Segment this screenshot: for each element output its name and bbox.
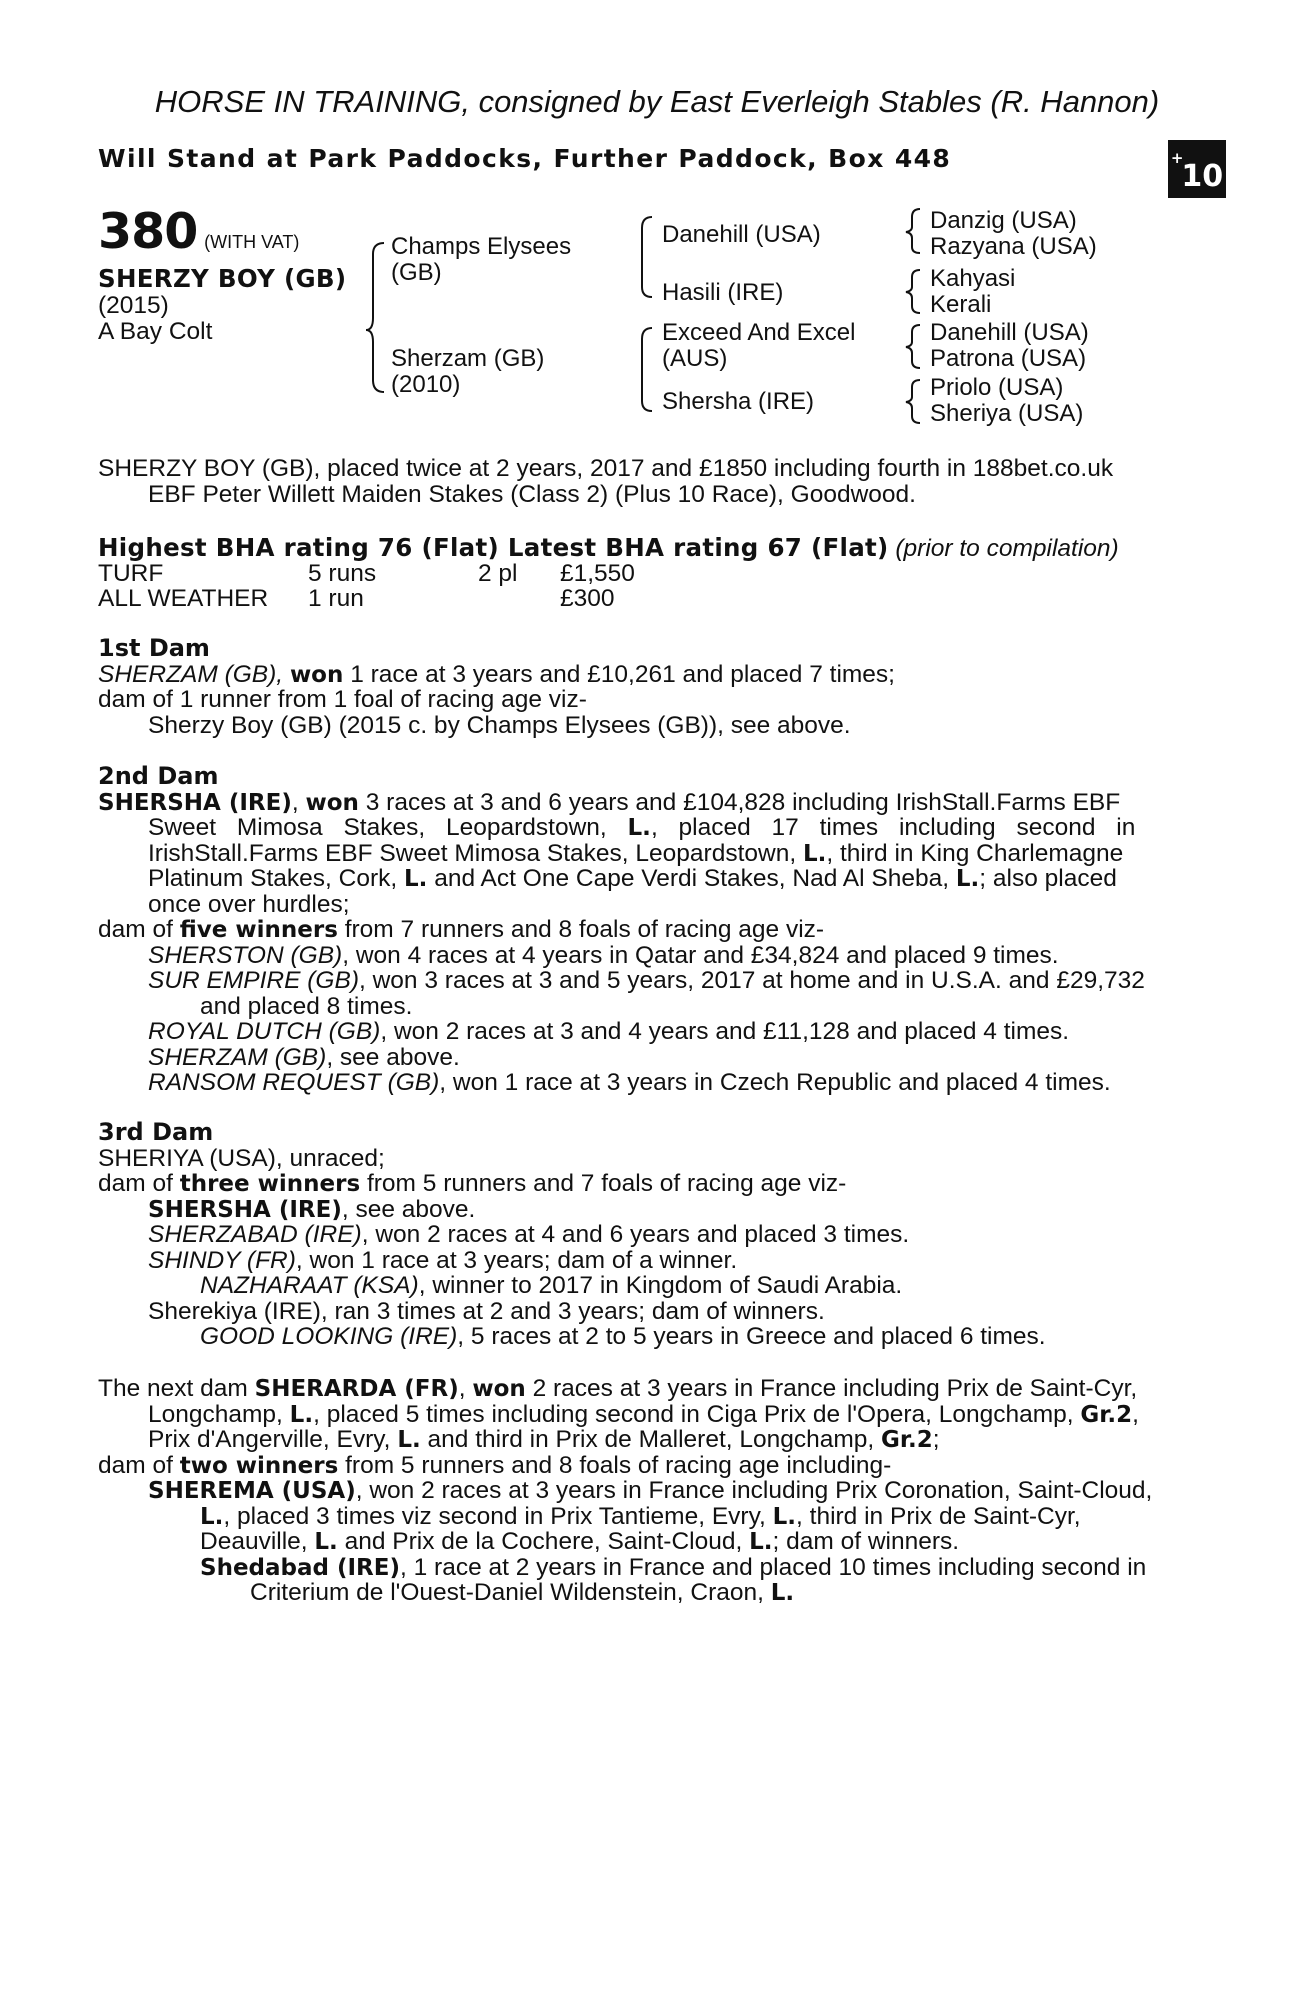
rating-prize: £1,550: [560, 559, 635, 587]
second-dam-record-5: once over hurdles;: [148, 890, 350, 918]
offspring-record-2a: , placed 3 times viz second in Prix Tantieme, Evry,: [223, 1502, 766, 1530]
offspring-name: GOOD LOOKING (IRE): [200, 1323, 458, 1350]
offspring-record: , won 2 races at 3 years in France including Prix Coronation, Saint-Cloud,: [355, 1477, 1153, 1504]
winners-count: two winners: [179, 1452, 339, 1479]
second-dam-record-3b: , third in King Charlemagne: [826, 839, 1124, 867]
listed-mark: L.: [627, 815, 651, 841]
listed-mark: L.: [397, 1427, 421, 1453]
produce-summary: from 5 runners and 8 foals of racing age including-: [345, 1451, 892, 1479]
third-dam-title: 3rd Dam: [98, 1118, 214, 1146]
next-dam-label: The next dam: [98, 1375, 248, 1402]
bracket-g2: [906, 270, 920, 313]
offspring-record: , 5 races at 2 to 5 years in Greece and placed 6 times.: [457, 1323, 1046, 1350]
horse-desc: A Bay Colt: [98, 318, 213, 345]
horse-name: SHERZY BOY (GB): [98, 264, 347, 293]
ped-g3a: Danehill (USA): [930, 319, 1089, 346]
listed-mark: L.: [772, 1503, 797, 1530]
stand-location: Will Stand at Park Paddocks, Further Paddock, Box 448: [98, 144, 952, 173]
offspring-name: SHERZABAD (IRE): [148, 1221, 362, 1248]
next-dam-record-3b: and third in Prix de Malleret, Longchamp,: [427, 1426, 875, 1453]
second-dam-won: won: [305, 789, 359, 816]
offspring-record: , won 4 races at 4 years in Qatar and £34,824 and placed 9 times.: [342, 941, 1059, 969]
rating-prize: £300: [560, 585, 615, 612]
first-dam-name: SHERZAM (GB),: [98, 660, 284, 688]
offspring-record: , see above.: [326, 1043, 460, 1071]
listed-mark: L.: [802, 840, 827, 867]
rating-placed: 2 pl: [478, 559, 518, 587]
offspring-record: , won 2 races at 3 and 4 years and £11,128 and placed 4 times.: [380, 1018, 1070, 1045]
bracket-g1: [906, 209, 920, 253]
ped-sire: [391, 234, 571, 286]
next-dam-record-3c: ;: [932, 1426, 940, 1453]
second-dam-record-4c: ; also placed: [979, 865, 1117, 892]
offspring-record: , won 3 races at 3 and 5 years, 2017 at home and in U.S.A. and £29,732: [359, 967, 1145, 994]
offspring-name: SUR EMPIRE (GB): [148, 967, 359, 994]
offspring-record: Sherekiya (IRE), ran 3 times at 2 and 3 years; dam of winners.: [148, 1297, 825, 1325]
first-dam-title: 1st Dam: [98, 634, 210, 662]
offspring-record: , won 1 race at 3 years; dam of a winner.: [295, 1246, 738, 1274]
produce-summary: from 7 runners and 8 foals of racing age viz-: [344, 916, 825, 943]
first-dam-foal: Sherzy Boy (GB) (2015 c. by Champs Elysees (GB)), see above.: [148, 711, 851, 739]
next-dam-record-2a: Longchamp,: [148, 1400, 283, 1428]
bracket-g3: [906, 325, 920, 368]
second-dam-record-4a: Platinum Stakes, Cork,: [148, 865, 398, 892]
offspring-record: , winner to 2017 in Kingdom of Saudi Arabia.: [418, 1272, 903, 1299]
third-dam-section: [98, 1120, 1202, 1350]
dam-of: dam of: [98, 1170, 173, 1197]
pedigree-brackets: [0, 0, 1314, 440]
winners-count: three winners: [179, 1171, 361, 1197]
listed-mark: L.: [404, 866, 428, 892]
bracket-sire-dam: [366, 243, 384, 392]
next-dam-record-2b: , placed 5 times including second in Ciga Prix de l'Opera, Longchamp,: [313, 1400, 1074, 1428]
second-dam-record-4b: and Act One Cape Verdi Stakes, Nad Al Sheba,: [434, 865, 950, 892]
produce-summary: from 5 runners and 7 foals of racing age viz-: [366, 1170, 847, 1197]
ped-g4a: Priolo (USA): [930, 374, 1064, 401]
ped-sire-sire: Danehill (USA): [662, 221, 821, 248]
race-summary: [98, 456, 1202, 507]
rating-runs: 5 runs: [308, 559, 377, 587]
offspring-name: NAZHARAAT (KSA): [200, 1272, 419, 1299]
third-dam-name: SHERIYA (USA), unraced;: [98, 1144, 385, 1172]
group-mark: Gr.2: [881, 1427, 933, 1453]
next-dam-record-1: 2 races at 3 years in France including Prix de Saint-Cyr,: [532, 1375, 1138, 1402]
listed-mark: L.: [314, 1529, 338, 1555]
rating-heading: Highest BHA rating 76 (Flat) Latest BHA rating 67 (Flat): [98, 533, 889, 562]
lot-vat: (WITH VAT): [204, 232, 300, 252]
next-dam-name: SHERARDA (FR): [254, 1376, 459, 1402]
listed-mark: L.: [770, 1580, 795, 1606]
bracket-g4: [906, 380, 920, 423]
offspring-record-cont: Criterium de l'Ouest-Daniel Wildenstein, Craon,: [250, 1579, 764, 1606]
ped-g1a: Danzig (USA): [930, 207, 1077, 234]
ped-sire-l1: Champs Elysees: [391, 233, 572, 260]
rating-surface: TURF: [98, 559, 164, 587]
page-header: HORSE IN TRAINING, consigned by East Everleigh Stables (R. Hannon): [154, 84, 1160, 119]
offspring-name: ROYAL DUTCH (GB): [148, 1018, 381, 1045]
ped-dam-l2: (2010): [391, 371, 461, 398]
offspring-record-cont: and placed 8 times.: [200, 992, 413, 1020]
offspring-record: , won 2 races at 4 and 6 years and placed 3 times.: [361, 1221, 910, 1248]
winners-count: five winners: [179, 917, 338, 943]
offspring-name: RANSOM REQUEST (GB): [148, 1069, 440, 1096]
ped-dam-dam: Shersha (IRE): [662, 388, 815, 415]
ped-g4: [930, 375, 1083, 427]
offspring-record-2b: , third in Prix de Saint-Cyr,: [796, 1502, 1081, 1530]
rating-block: [98, 535, 1202, 612]
badge-plus: +: [1170, 149, 1184, 167]
lot-number: 380: [98, 203, 198, 260]
offspring-name: SHEREMA (USA): [148, 1478, 356, 1504]
offspring-name: SHERSTON (GB): [148, 941, 343, 969]
group-mark: Gr.2: [1080, 1401, 1133, 1428]
second-dam-record-1: 3 races at 3 and 6 years and £104,828 including IrishStall.Farms EBF: [365, 788, 1121, 816]
bracket-dam: [642, 328, 652, 411]
first-dam-section: [98, 636, 1202, 738]
second-dam-record-3a: IrishStall.Farms EBF Sweet Mimosa Stakes, Leopardstown,: [148, 839, 797, 867]
second-dam-title: 2nd Dam: [98, 762, 219, 790]
ped-g2a: Kahyasi: [930, 265, 1016, 292]
next-dam-won: won: [472, 1376, 526, 1402]
next-dam-section: The next dam SHERARDA (FR), won 2 races at 3 years in France including Prix de Saint-Cyr, Longchamp, L., placed 5 times including second in Ciga Prix de l'Opera, Longchamp, Gr.2, Prix d'Angerville, Evry, L. and third in Prix de Malleret, Longchamp, Gr.2; dam of two winners from 5 runners and 8 foals of racing age including- SHEREMA (USA), won 2 races at 3 years in France including Prix Coronation, Saint-Cloud, L., placed 3 times viz second in Prix Tantieme, Evry, L., third in Prix de Saint-Cyr, Deauville, L. and Prix de la Cochere, Saint-Cloud, L.; dam of winners. Shedabad (IRE), 1 race at 2 years in France and placed 10 times including second in Criterium de l'Ouest-Daniel Wildenstein, Craon, L.: [98, 1375, 1153, 1606]
ped-dam: [391, 346, 544, 398]
offspring-name: SHINDY (FR): [148, 1246, 296, 1274]
offspring-name: Shedabad (IRE): [200, 1554, 400, 1581]
rating-runs: 1 run: [308, 585, 364, 612]
next-dam-record-3a: Prix d'Angerville, Evry,: [148, 1426, 391, 1453]
ped-dam-sire: [662, 320, 855, 372]
offspring-record-3c: ; dam of winners.: [772, 1528, 960, 1555]
second-dam-record-2b: , placed 17 times including second in: [650, 814, 1136, 841]
ped-g4b: Sheriya (USA): [930, 400, 1084, 427]
dam-of: dam of: [98, 1451, 173, 1479]
offspring-record-3b: and Prix de la Cochere, Saint-Cloud,: [344, 1528, 743, 1555]
ped-dam-l1: Sherzam (GB): [391, 345, 545, 372]
first-dam-won: won: [289, 661, 344, 688]
dam-of: dam of: [98, 916, 173, 943]
ped-g1b: Razyana (USA): [930, 233, 1097, 260]
ped-g2: [930, 266, 1015, 318]
listed-mark: L.: [200, 1503, 224, 1530]
offspring-name: SHERZAM (GB): [148, 1043, 327, 1071]
offspring-record: , won 1 race at 3 years in Czech Republic and placed 4 times.: [439, 1069, 1111, 1096]
listed-mark: L.: [955, 866, 980, 892]
rating-surface: ALL WEATHER: [98, 585, 269, 612]
summary-line1: SHERZY BOY (GB), placed twice at 2 years, 2017 and £1850 including fourth in 188bet.co.uk: [98, 455, 1114, 482]
ped-sire-dam: Hasili (IRE): [662, 279, 784, 306]
rating-row-aw: [98, 586, 1202, 612]
ped-g2b: Kerali: [930, 291, 992, 318]
rating-row-turf: [98, 561, 1202, 587]
offspring-name: SHERSHA (IRE): [148, 1196, 342, 1223]
listed-mark: L.: [749, 1529, 773, 1555]
second-dam-section: 2nd Dam SHERSHA (IRE), won 3 races at 3 and 6 years and £104,828 including IrishStall.Farms EBF Sweet Mimosa Stakes, Leopardstown, L., placed 17 times including second in IrishStall.Farms EBF Sweet Mimosa Stakes, Leopardstown, L., third in King Charlemagne Platinum Stakes, Cork, L. and Act One Cape Verdi Stakes, Nad Al Sheba, L.; also placed once over hurdles; dam of five winners from 7 runners and 8 foals of racing age viz- SHERSTON (GB), won 4 races at 4 years in Qatar and £34,824 and placed 9 times. SUR EMPIRE (GB), won 3 races at 3 and 5 years, 2017 at home and in U.S.A. and £29,732 and placed 8 times. ROYAL DUTCH (GB), won 2 races at 3 and 4 years and £11,128 and placed 4 times. SHERZAM (GB), see above. RANSOM REQUEST (GB), won 1 race at 3 years in Czech Republic and placed 4 times.: [98, 764, 1202, 1096]
rating-note: (prior to compilation): [895, 535, 1119, 562]
ped-sire-l2: (GB): [391, 259, 442, 286]
first-dam-record: 1 race at 3 years and £10,261 and placed 7 times;: [350, 660, 895, 688]
badge-number: 10: [1181, 159, 1224, 194]
offspring-record: , see above.: [341, 1195, 476, 1223]
offspring-record-3a: Deauville,: [200, 1528, 308, 1555]
horse-year: (2015): [98, 291, 169, 319]
ped-g1: [930, 208, 1097, 260]
first-dam-produce: dam of 1 runner from 1 foal of racing age viz-: [98, 686, 587, 713]
ped-dam-sire-l1: Exceed And Excel: [662, 319, 856, 346]
offspring-record: , 1 race at 2 years in France and placed 10 times including second in: [399, 1553, 1147, 1581]
second-dam-name: SHERSHA (IRE): [98, 789, 292, 816]
ped-g3b: Patrona (USA): [930, 345, 1087, 372]
listed-mark: L.: [289, 1401, 314, 1428]
bracket-sire: [642, 217, 652, 297]
second-dam-record-2a: Sweet Mimosa Stakes, Leopardstown,: [148, 814, 607, 841]
summary-line2: EBF Peter Willett Maiden Stakes (Class 2) (Plus 10 Race), Goodwood.: [148, 480, 916, 508]
ped-g3: [930, 320, 1089, 372]
ped-dam-sire-l2: (AUS): [662, 345, 728, 372]
